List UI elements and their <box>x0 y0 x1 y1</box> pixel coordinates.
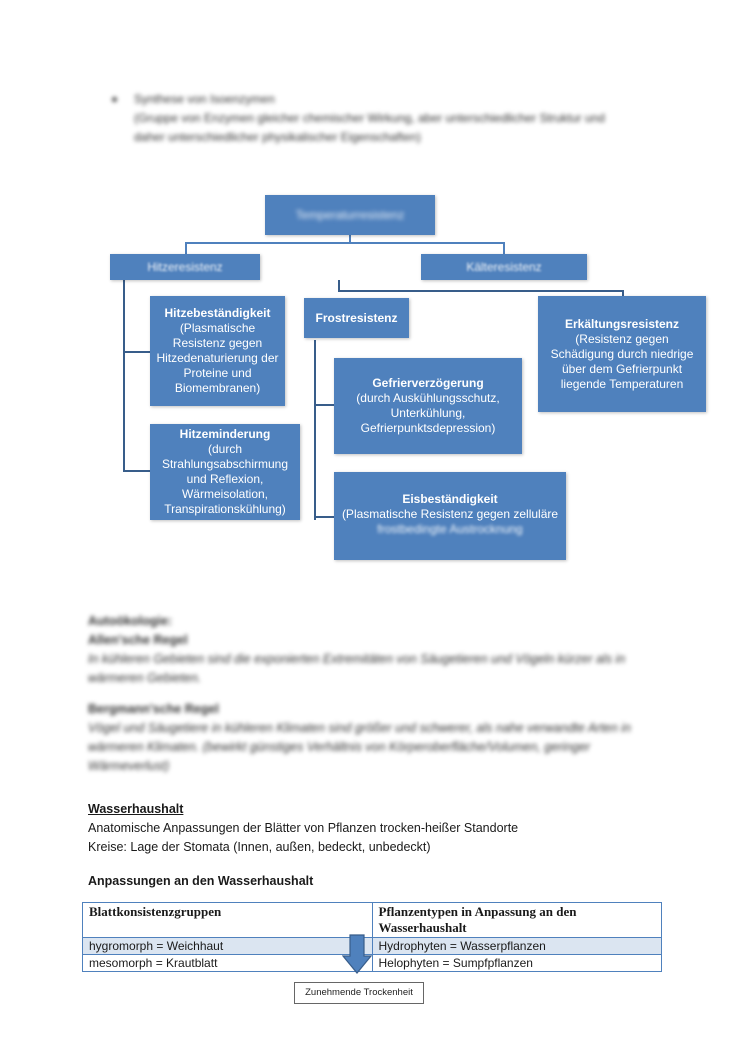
box-frostresistenz <box>304 298 409 338</box>
hitzebest-title: Hitzebeständigkeit <box>164 306 271 320</box>
box-gefrierverzoegerung <box>334 358 522 454</box>
table-cell: hygromorph = Weichhaut <box>83 938 373 955</box>
box-erkaeltungsresistenz <box>538 296 706 412</box>
allen-title: Allen'sche Regel <box>88 633 188 647</box>
table-cell: mesomorph = Krautblatt <box>83 955 373 972</box>
allen-text-2: wärmeren Gebieten. <box>88 671 202 685</box>
box-kaelteresistenz <box>421 254 587 280</box>
table-row <box>83 955 662 972</box>
erkaelt-title: Erkältungsresistenz <box>564 316 680 331</box>
wasserhaushalt-line-2: Kreise: Lage der Stomata (Innen, außen, bedeckt, unbedeckt) <box>88 840 431 854</box>
allen-text-1: In kühleren Gebieten sind die exponierten Extremitäten von Säugetieren und Vögeln kürzer als in <box>88 652 626 666</box>
box-eisbestaendigkeit <box>334 472 566 560</box>
table-cell: Hydrophyten = Wasserpflanzen <box>372 938 662 955</box>
bergmann-title: Bergmann'sche Regel <box>88 702 219 716</box>
gefrier-title: Gefrierverzögerung <box>372 376 484 390</box>
bergmann-text-2: wärmeren Klimaten. (bewirkt günstiges Verhältnis von Körperoberfläche/Volumen, geringer <box>88 740 591 754</box>
trockenheit-label: Zunehmende Trockenheit <box>294 982 424 1004</box>
wasserhaushalt-table <box>82 902 662 972</box>
table-header-row <box>83 903 662 938</box>
root-label: Temperaturresistenz <box>295 207 405 222</box>
wasserhaushalt-heading: Wasserhaushalt <box>88 802 184 816</box>
autoekologie-section <box>88 612 648 776</box>
isoenzyme-bullet <box>112 90 652 147</box>
arrow-down-icon <box>342 934 372 974</box>
hitzebest-desc: (Plasmatische Resistenz gegen Hitzedenaturierung der Proteine und Biomembranen) <box>156 321 279 395</box>
table-cell: Helophyten = Sumpfpflanzen <box>372 955 662 972</box>
box-temperaturresistenz <box>265 195 435 235</box>
bullet-line-1: Synthese von Isoenzymen <box>134 92 275 106</box>
hitzemind-desc: (durch Strahlungsabschirmung und Reflexion, Wärmeisolation, Transpirationskühlung) <box>161 442 289 516</box>
box-hitzeresistenz <box>110 254 260 280</box>
anpassungen-heading: Anpassungen an den Wasserhaushalt <box>88 874 314 888</box>
autoekologie-heading: Autoökologie: <box>88 614 173 628</box>
box-hitzeminderung <box>150 424 300 520</box>
frost-label: Frostresistenz <box>315 310 398 325</box>
eis-desc-1: (Plasmatische Resistenz gegen zelluläre <box>341 507 559 521</box>
bergmann-text-1: Vögel und Säugetiere in kühleren Klimaten sind größer und schwerer, als nahe verwandte Arten in <box>88 721 631 735</box>
bullet-line-3: daher unterschiedlicher physikalischer Eigenschaften) <box>134 130 421 144</box>
eis-title: Eisbeständigkeit <box>402 492 498 506</box>
bergmann-text-3: Wärmeverlust) <box>88 759 170 773</box>
gefrier-desc: (durch Auskühlungsschutz, Unterkühlung, Gefrierpunktsdepression) <box>356 391 500 435</box>
table-header-cell: Blattkonsistenzgruppen <box>83 903 373 938</box>
wasserhaushalt-line-1: Anatomische Anpassungen der Blätter von Pflanzen trocken-heißer Standorte <box>88 821 519 835</box>
kaelte-label: Kälteresistenz <box>466 259 542 274</box>
erkaelt-desc: (Resistenz gegen Schädigung durch niedrige über dem Gefrierpunkt liegende Temperaturen <box>550 331 694 391</box>
wasserhaushalt-section <box>88 800 648 857</box>
box-hitzebestaendigkeit <box>150 296 285 406</box>
bullet-line-2: (Gruppe von Enzymen gleicher chemischer Wirkung, aber unterschiedlicher Struktur und <box>134 111 605 125</box>
eis-desc-2: frostbedingte Austrocknung <box>377 522 523 536</box>
table-header-cell: Pflanzentypen in Anpassung an den Wasserhaushalt <box>372 903 662 938</box>
hitze-label: Hitzeresistenz <box>147 259 223 274</box>
table-row <box>83 938 662 955</box>
hitzemind-title: Hitzeminderung <box>179 427 271 441</box>
bullet-dot <box>112 97 117 102</box>
